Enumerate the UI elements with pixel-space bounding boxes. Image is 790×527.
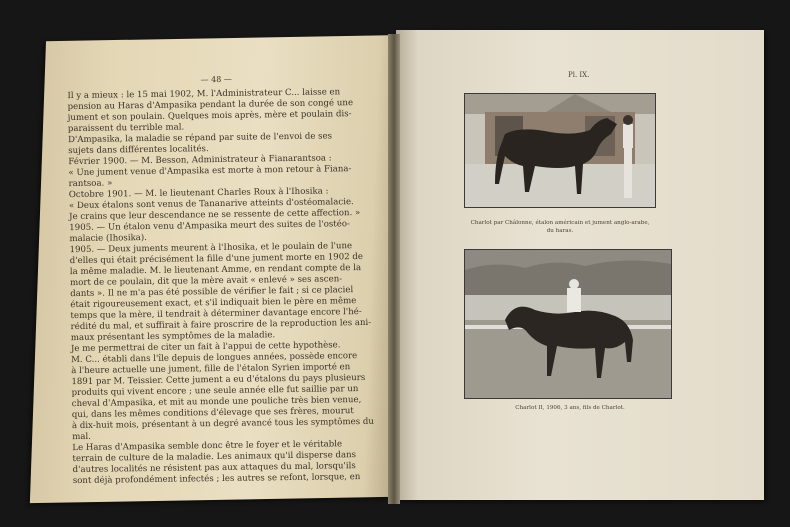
text-line: temps que la mère, il tendrait à déterminer davantage encore l'hé-: [70, 307, 362, 322]
photo-horse-rider: [464, 249, 672, 399]
text-line: jument et son poulain. Quelques mois après, mère et poulain dis-: [67, 109, 352, 124]
text-line: Le Haras d'Ampasika semble donc être le foyer et le véritable: [72, 439, 343, 454]
text-line: Octobre 1901. — M. le lieutenant Charles Roux à l'Ihosika :: [68, 186, 329, 201]
text-line: M. C... établi dans l'île depuis de longues années, possède encore: [71, 351, 358, 366]
plate-label: Pl. IX.: [568, 71, 590, 79]
text-line: d'elles qui était précisément la fille d'une jument morte en 1902 de: [69, 251, 364, 267]
text-line: à dix-huit mois, présentant à un degré avancé tous les symptômes du: [71, 416, 374, 432]
text-line: 1891 par M. Teissier. Cette jument a eu d'étalons du pays plusieurs: [71, 372, 366, 388]
page-number: — 48 —: [200, 74, 232, 85]
text-line: Février 1900. — M. Besson, Administrateur à Fianarantsoa :: [68, 153, 332, 168]
text-line: à l'heure actuelle une jument, fille de l'étalon Syrien importé en: [71, 362, 351, 377]
photo-horse-handler: [464, 93, 656, 208]
text-line: pension au Haras d'Ampasika pendant la durée de son congé une: [67, 98, 354, 113]
text-line: était rigoureusement exact, et s'il indiquait bien le père en même: [70, 296, 357, 311]
text-line: qui, dans les mêmes conditions d'élevage que ses frères, mourut: [71, 406, 354, 421]
text-line: la même maladie. M. le lieutenant Amme, en rendant compte de la: [69, 263, 362, 278]
text-line: Je me permettrai de citer un fait à l'appui de cette hypothèse.: [70, 340, 341, 355]
text-line: D'Ampasika, la maladie se répand par suite de l'envoi de ses: [67, 131, 333, 146]
caption-top: Charlot par Châlonne, étalon américain et jument anglo-arabe, du haras.: [470, 220, 650, 234]
book-gutter: [388, 34, 400, 504]
text-line: « Une jument venue d'Ampasika est morte à mon retour à Fiana-: [68, 164, 352, 179]
left-page-text: [57, 72, 381, 487]
text-line: maux présentant les symptômes de la maladie.: [70, 330, 276, 344]
text-line: d'autres localités ne résistent pas aux attaques du mal, lorsqu'ils: [72, 461, 356, 476]
text-line: sont déjà profondément infectés ; les autres se refont, lorsque, en: [72, 472, 361, 487]
text-line: sujets dans différentes localités.: [68, 144, 209, 157]
text-line: cheval d'Ampasika, et mit au monde une pouliche très bien venue,: [71, 395, 362, 410]
text-line: rantsoa. »: [68, 178, 113, 190]
caption-bottom: Charlot II, 1906, 3 ans, fils de Charlot.: [515, 405, 625, 411]
text-line: rédité du mal, et suffirait à faire proscrire de la reproduction les ani-: [70, 317, 372, 333]
text-line: Il y a mieux : le 15 mai 1902, M. l'Administrateur C... laisse en: [67, 87, 341, 102]
text-line: malacie (Ihosika).: [69, 233, 148, 245]
text-line: 1905. — Un étalon venu d'Ampasika meurt des suites de l'ostéo-: [69, 219, 350, 234]
text-lines: [57, 87, 380, 487]
text-line: produits qui vivent encore ; une seule année elle fut saillie par un: [71, 384, 359, 399]
text-line: « Deux étalons sont venus de Tananarive atteints d'ostéomalacie.: [68, 197, 354, 212]
text-line: dants ». Il ne m'a pas été possible de vérifier le fait ; si ce placiel: [70, 285, 354, 300]
text-line: mort de ce poulain, dit que la mère avait « enlevé » ses ascen-: [69, 274, 343, 289]
text-line: 1905. — Deux juments meurent à l'Ihosika, et le poulain de l'une: [69, 241, 353, 256]
text-line: terrain de culture de la maladie. Les animaux qu'il disperse dans: [72, 450, 357, 465]
text-line: mal.: [72, 431, 92, 443]
text-line: paraissent du terrible mal.: [67, 122, 185, 135]
text-line: Je crains que leur descendance ne se ressente de cette affection. »: [69, 208, 361, 223]
